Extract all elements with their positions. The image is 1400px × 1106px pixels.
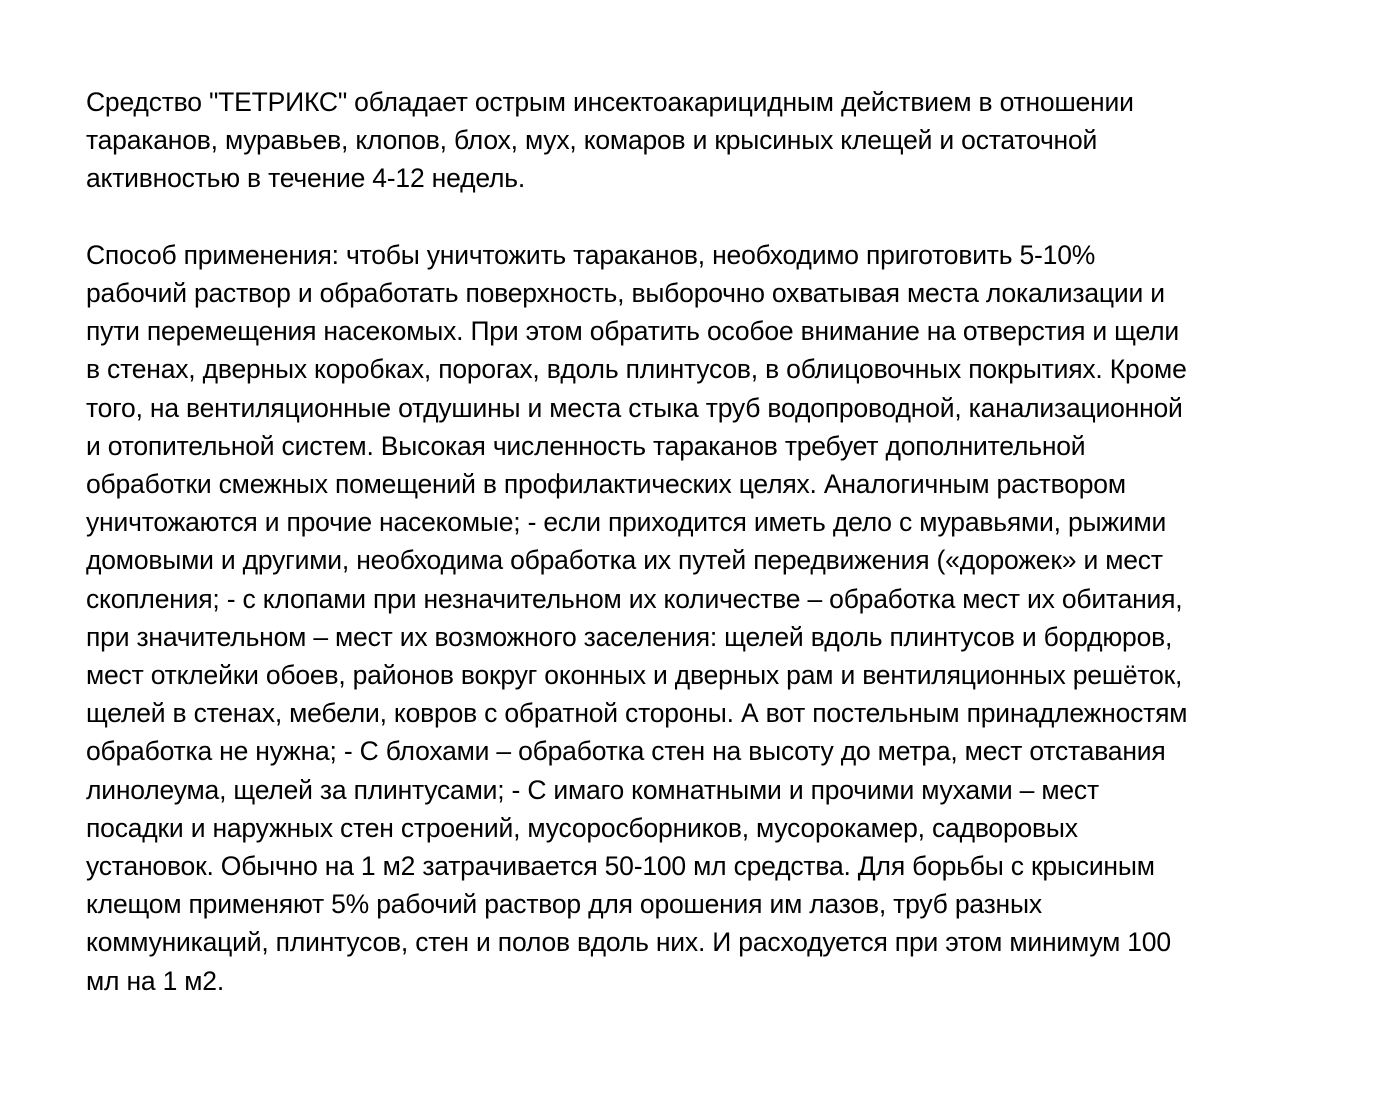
document-text-block [86,83,1326,1000]
product-description-paragraph: Средство "ТЕТРИКС" обладает острым инсектоакарицидным действием в отношении тараканов, муравьев, клопов, блох, мух, комаров и крысиных клещей и остаточной активностью в течение 4-12 недель. [86,87,1134,194]
usage-instructions-paragraph: Способ применения: чтобы уничтожить тараканов, необходимо приготовить 5-10% рабочий раствор и обработать поверхность, выборочно охватывая места локализации и пути перемещения насекомых. При этом обратить особое внимание на отверстия и щели в стенах, дверных коробках, порогах, вдоль плинтусов, в облицовочных покрытиях. Кроме того, на вентиляционные отдушины и места стыка труб водопроводной, канализационной и отопительной систем. Высокая численность тараканов требует дополнительной обработки смежных помещений в профилактических целях. Аналогичным раствором уничтожаются и прочие насекомые; - если приходится иметь дело с муравьями, рыжими домовыми и другими, необходима обработка их путей передвижения («дорожек» и мест скопления; - с клопами при незначительном их количестве – обработка мест их обитания, при значительном – мест их возможного заселения: щелей вдоль плинтусов и бордюров, мест отклейки обоев, районов вокруг оконных и дверных рам и вентиляционных решёток, щелей в стенах, мебели, ковров с обратной стороны. А вот постельным принадлежностям обработка не нужна; - С блохами – обработка стен на высоту до метра, мест отставания линолеума, щелей за плинтусами; - С имаго комнатными и прочими мухами – мест посадки и наружных стен строений, мусоросборников, мусорокамер, садворовых установок. Обычно на 1 м2 затрачивается 50-100 мл средства. Для борьбы с крысиным клещом применяют 5% рабочий раствор для орошения им лазов, труб разных коммуникаций, плинтусов, стен и полов вдоль них. И расходуется при этом минимум 100 мл на 1 м2. [86,239,1188,996]
